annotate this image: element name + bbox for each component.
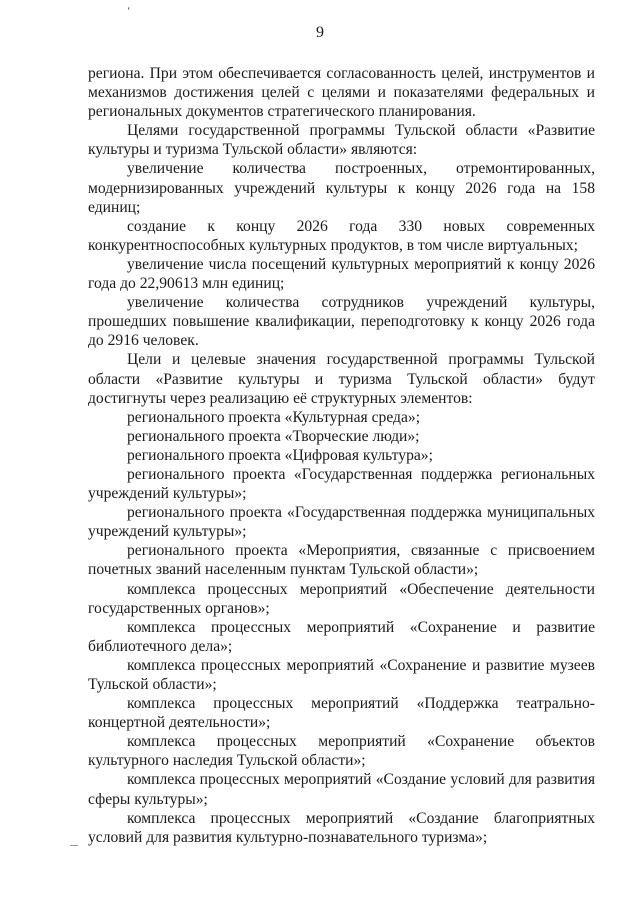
list-item bbox=[88, 770, 595, 808]
list-item-text: регионального проекта «Мероприятия, связанные с присвоением bbox=[127, 542, 595, 560]
list-item bbox=[88, 408, 595, 427]
list-item bbox=[88, 618, 595, 656]
list-item bbox=[88, 465, 595, 503]
list-item bbox=[88, 809, 595, 847]
list-item bbox=[88, 446, 595, 465]
paragraph-text: культуры и туризма Тульской области» являются: bbox=[88, 141, 418, 159]
list-item bbox=[88, 541, 595, 579]
list-item-continuation: государственных органов»; bbox=[88, 599, 270, 617]
paragraph-first-line: увеличение числа посещений культурных мероприятий к концу 2026 bbox=[127, 255, 595, 273]
list-item-continuation: культурного наследия Тульской области»; bbox=[88, 752, 366, 770]
list-item-text: комплекса процессных мероприятий «Сохранение и развитие музеев bbox=[127, 656, 595, 674]
paragraph-first-line: увеличение количества построенных, отремонтированных, bbox=[127, 160, 595, 178]
paragraph-first-line: региона. При этом обеспечивается согласованность целей, инструментов и bbox=[88, 65, 595, 82]
paragraph bbox=[88, 350, 595, 407]
list-item-continuation: условий для развития культурно-познавательного туризма»; bbox=[88, 828, 488, 846]
list-item-continuation: учреждений культуры»; bbox=[88, 523, 247, 541]
paragraph bbox=[88, 121, 595, 159]
list-item-text: регионального проекта «Государственная поддержка муниципальных bbox=[127, 504, 595, 522]
paragraph-text: области «Развитие культуры и туризма Тульской области» будут достигнуты через реализацию её структурных элементов: bbox=[88, 370, 595, 407]
list-item bbox=[88, 503, 595, 541]
list-item bbox=[88, 580, 595, 618]
paragraph-first-line: Целями государственной программы Тульской области «Развитие bbox=[127, 122, 595, 140]
list-item-continuation: учреждений культуры»; bbox=[88, 485, 247, 503]
paragraph bbox=[88, 255, 595, 293]
list-item-continuation: концертной деятельности»; bbox=[88, 714, 271, 732]
page-number: 9 bbox=[316, 24, 324, 41]
list-item-text: регионального проекта «Культурная среда»; bbox=[127, 408, 421, 426]
paragraph bbox=[88, 217, 595, 255]
list-item-text: регионального проекта «Творческие люди»; bbox=[127, 427, 420, 445]
list-item-text: комплекса процессных мероприятий «Обеспечение деятельности bbox=[127, 580, 595, 598]
paragraph-first-line: Цели и целевые значения государственной программы Тульской bbox=[127, 351, 595, 369]
list-item-text: комплекса процессных мероприятий «Сохранение и развитие bbox=[127, 618, 595, 636]
list-item-continuation: Тульской области»; bbox=[88, 676, 217, 693]
list-item bbox=[88, 427, 595, 446]
list-item-text: регионального проекта «Цифровая культура»; bbox=[127, 446, 433, 464]
list-item-continuation: библиотечного дела»; bbox=[88, 637, 233, 655]
document-body bbox=[88, 64, 595, 847]
list-item-text: комплекса процессных мероприятий «Поддержка театрально- bbox=[127, 695, 595, 713]
paragraph bbox=[88, 64, 595, 121]
paragraph-text: конкурентноспособных культурных продуктов, в том числе виртуальных; bbox=[88, 236, 578, 254]
list-item-text: регионального проекта «Государственная поддержка региональных bbox=[127, 465, 595, 483]
paragraph bbox=[88, 293, 595, 350]
list-item bbox=[88, 694, 595, 732]
list-item-text: комплекса процессных мероприятий «Сохранение объектов bbox=[127, 733, 595, 751]
paragraph-text: прошедших повышение квалификации, переподготовку к концу 2026 года до 2916 человек. bbox=[88, 313, 595, 350]
paragraph-text: модернизированных учреждений культуры к концу 2026 года на 158 единиц; bbox=[88, 179, 595, 216]
list-item-text: комплекса процессных мероприятий «Создание условий для развития bbox=[127, 771, 595, 789]
scan-edge-mark bbox=[70, 845, 78, 846]
list-item-text: комплекса процессных мероприятий «Создание благоприятных bbox=[127, 809, 595, 827]
paragraph-text: года до 22,90613 млн единиц; bbox=[88, 275, 285, 293]
paragraph-first-line: увеличение количества сотрудников учреждений культуры, bbox=[127, 294, 595, 312]
scan-mark: ‘ bbox=[127, 6, 131, 17]
list-item-continuation: почетных званий населенным пунктам Тульской области»; bbox=[88, 561, 479, 579]
list-item bbox=[88, 732, 595, 770]
list-item bbox=[88, 656, 595, 694]
paragraph-text: механизмов достижения целей с целями и показателями федеральных и региональных документов стратегического планирования. bbox=[88, 84, 595, 121]
paragraph-first-line: создание к концу 2026 года 330 новых современных bbox=[127, 217, 595, 235]
paragraph bbox=[88, 159, 595, 216]
list-item-continuation: сферы культуры»; bbox=[88, 790, 208, 808]
